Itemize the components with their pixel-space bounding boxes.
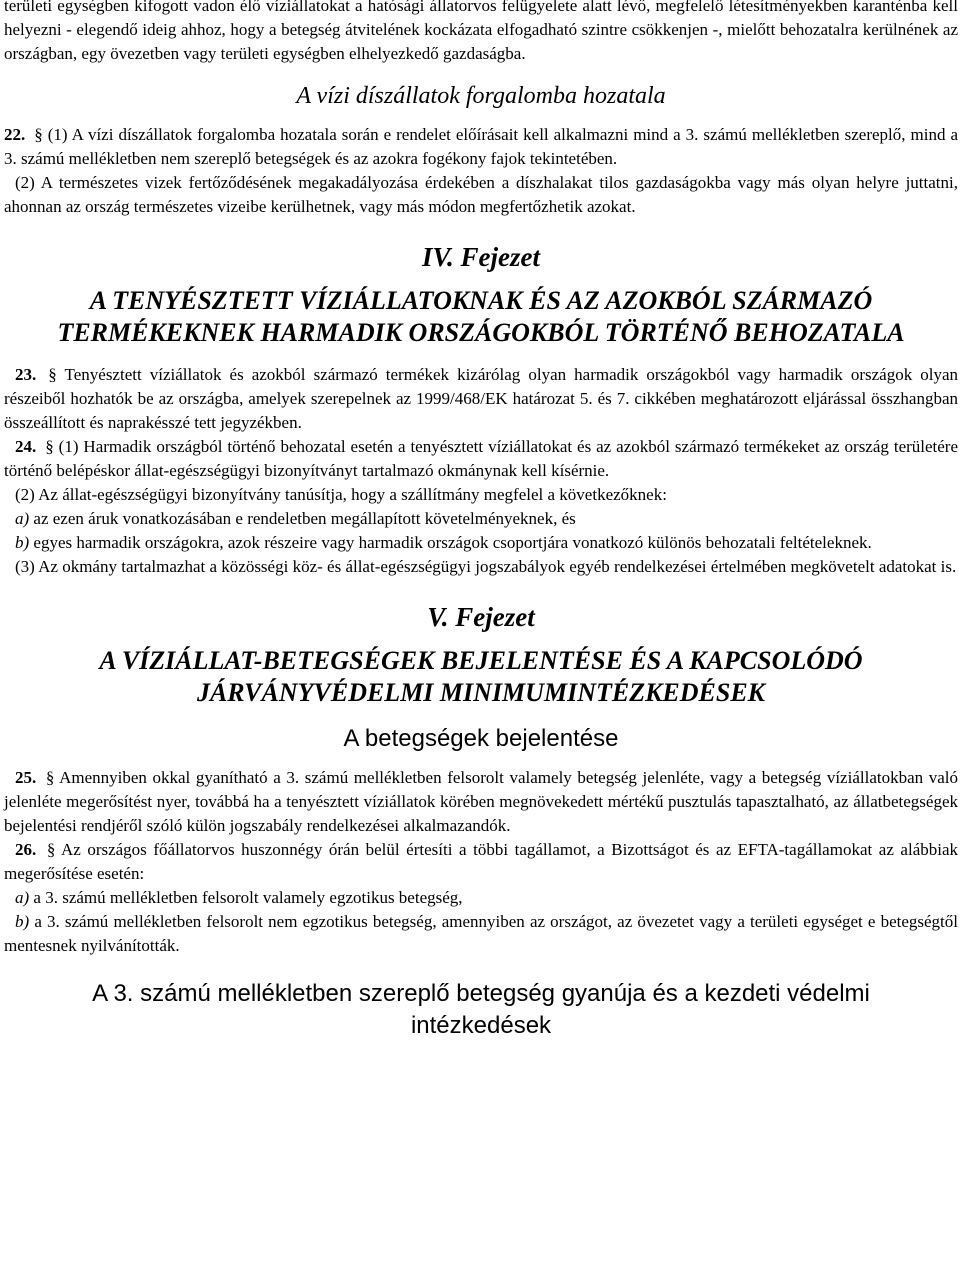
final-heading-line-2: intézkedések <box>410 1012 552 1039</box>
chapter-5-title-line-2: JÁRVÁNYVÉDELMI MINIMUMINTÉZKEDÉSEK <box>196 678 766 707</box>
section-24-point-b-text: egyes harmadik országokra, azok részeire vagy harmadik országok csoportjára vonatkozó különös behozatali feltételeknek. <box>33 533 872 552</box>
section-24-point-a <box>4 507 958 531</box>
section-22-number: 22. <box>4 125 26 144</box>
section-25-sign: § <box>45 768 55 787</box>
section-24-point-b <box>4 531 958 555</box>
section-26-text: Az országos főállatorvos huszonnégy órán belül értesíti a többi tagállamot, a Bizottságot és az EFTA-tagállamokat az alábbiak megerősítése esetén: <box>4 840 959 883</box>
section-22-paragraph-1 <box>4 123 958 171</box>
chapter-5-label: V. Fejezet <box>427 602 535 632</box>
section-23-paragraph <box>4 363 958 435</box>
chapter-5-title-line-1: A VÍZIÁLLAT-BETEGSÉGEK BEJELENTÉSE ÉS A KAPCSOLÓDÓ <box>99 646 863 675</box>
section-26-point-b-label: b) <box>15 912 30 931</box>
section-25-paragraph <box>4 766 958 838</box>
section-heading-gyanu-kezdeti-intezkedesek <box>4 978 958 1042</box>
section-26-point-a-label: a) <box>15 888 30 907</box>
section-25-text: Amennyiben okkal gyanítható a 3. számú mellékletben felsorolt valamely betegség jelenléte, vagy a betegség víziállatokban való jelenléte megerősítést nyer, továbbá ha a tenyésztett víziállatok körében megnövekedett mértékű pusztulás tapasztalható, az állatbetegségek bejelentési rendjéről szóló külön jogszabály rendelkezései alkalmazandók. <box>4 768 959 835</box>
final-heading-line-1: A 3. számú mellékletben szereplő betegség gyanúja és a kezdeti védelmi <box>92 980 870 1007</box>
section-22-paragraph-2: (2) A természetes vizek fertőződésének megakadályozása érdekében a díszhalakat tilos gazdaságokba vagy más olyan helyre juttatni, ahonnan az ország természetes vizeibe kerülhetnek, vagy más módon megfertőzhetik azokat. <box>4 173 958 216</box>
section-25-number: 25. <box>15 768 37 787</box>
section-26-paragraph <box>4 838 958 886</box>
section-26-sign: § <box>46 840 56 859</box>
section-24-number: 24. <box>15 437 37 456</box>
section-24-paragraph-3: (3) Az okmány tartalmazhat a közösségi köz- és állat-egészségügyi jogszabályok egyéb rendelkezései értelmében megkövetelt adatokat is. <box>15 557 957 576</box>
chapter-5-title <box>4 645 958 709</box>
section-24-point-b-label: b) <box>15 533 30 552</box>
section-24-paragraph-1 <box>4 435 958 483</box>
chapter-4-label: IV. Fejezet <box>421 242 540 272</box>
section-26-point-b-text: a 3. számú mellékletben felsorolt nem egzotikus betegség, amennyiben az országot, az övezetet vagy a területi egységet e betegségtől mentesnek nyilvánították. <box>4 912 959 955</box>
chapter-4-title-line-1: A TENYÉSZTETT VÍZIÁLLATOKNAK ÉS AZ AZOKBÓL SZÁRMAZÓ <box>89 286 873 315</box>
section-26-point-a <box>4 886 958 910</box>
section-24-point-a-label: a) <box>15 509 30 528</box>
section-26-point-b <box>4 910 958 958</box>
chapter-4-title-line-2: TERMÉKEKNEK HARMADIK ORSZÁGOKBÓL TÖRTÉNŐ BEHOZATALA <box>57 318 905 347</box>
section-24-text-1: (1) Harmadik országból történő behozatal esetén a tenyésztett víziállatokat és az azokból származó termékeket az ország területére történő belépéskor állat-egészségügyi bizonyítványt tartalmazó okmánynak kell kísérnie. <box>4 437 959 480</box>
section-heading-vizi-diszallatok: A vízi díszállatok forgalomba hozatala <box>296 83 666 109</box>
chapter-4-title <box>4 285 958 349</box>
section-24-sign: § <box>45 437 54 456</box>
section-23-number: 23. <box>15 365 37 384</box>
section-23-text: Tenyésztett víziállatok és azokból származó termékek kizárólag olyan harmadik országokból vagy harmadik országok olyan részeiből hozhatók be az országba, amelyek szerepelnek az 1999/468/EK határozat 5. és 7. cikkében meghatározott eljárással összhangban összeállított és naprakésszé tett jegyzékben. <box>4 365 959 432</box>
section-26-point-a-text: a 3. számú mellékletben felsorolt valamely egzotikus betegség, <box>33 888 463 907</box>
section-22-sign: § <box>34 125 43 144</box>
section-22-text-1: (1) A vízi díszállatok forgalomba hozatala során e rendelet előírásait kell alkalmazni mind a 3. számú mellékletben szereplő, mind a 3. számú mellékletben nem szereplő betegségek és az azokra fogékony fajok tekintetében. <box>4 125 959 168</box>
section-23-sign: § <box>48 365 57 384</box>
section-24-point-a-text: az ezen áruk vonatkozásában e rendeletben megállapított követelményeknek, és <box>33 509 576 528</box>
document-page <box>4 0 958 1042</box>
intro-paragraph: területi egységben kifogott vadon élő víziállatokat a hatósági állatorvos felügyelete alatt lévő, megfelelő létesítményekben karanténba kell helyezni - elegendő ideig ahhoz, hogy a betegség átvitelének kockázata elfogadható szintre csökkenjen -, mielőtt behozatalra kerülnének az országban, egy övezetben vagy területi egységben elhelyezkedő gazdaságba. <box>4 0 958 63</box>
section-24-paragraph-2: (2) Az állat-egészségügyi bizonyítvány tanúsítja, hogy a szállítmány megfelel a következőknek: <box>15 485 667 504</box>
section-heading-betegsegek-bejelentese: A betegségek bejelentése <box>343 725 619 752</box>
section-26-number: 26. <box>15 840 37 859</box>
